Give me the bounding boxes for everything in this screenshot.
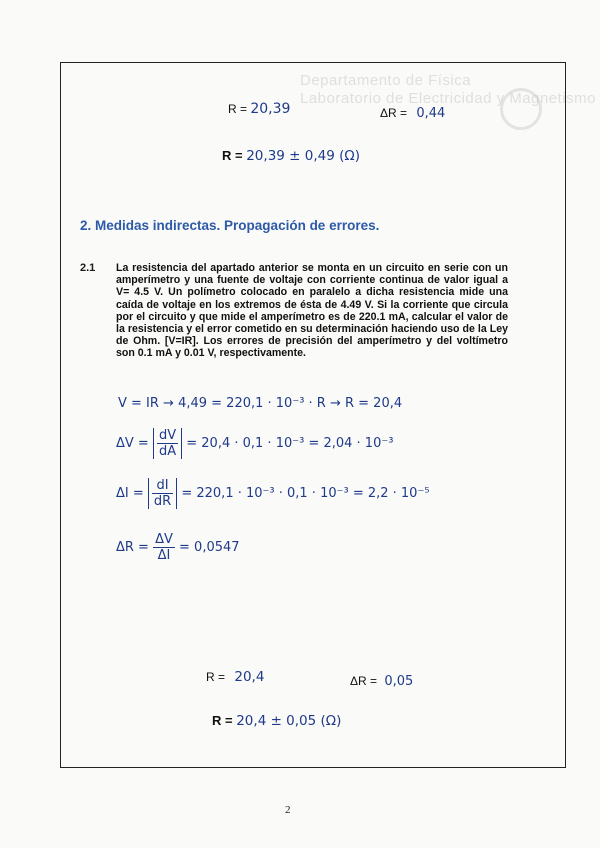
bleed-through-line-2: Laboratorio de Electricidad y Magnetismo bbox=[300, 90, 596, 107]
result1-dr-label: ΔR = bbox=[380, 106, 408, 120]
result2-final-value: 20,4 ± 0,05 (Ω) bbox=[236, 713, 342, 729]
page-frame bbox=[60, 62, 566, 768]
page-number: 2 bbox=[285, 804, 291, 816]
work-di-lhs: ΔI = bbox=[116, 486, 144, 501]
result1-dr-row bbox=[380, 106, 445, 121]
section-title: 2. Medidas indirectas. Propagación de errores. bbox=[80, 218, 380, 233]
work-dv-rhs: = 20,4 · 0,1 · 10⁻³ = 2,04 · 10⁻³ bbox=[186, 436, 394, 451]
work-di-line bbox=[116, 478, 430, 509]
work-dv-denominator: dA bbox=[158, 444, 177, 459]
result2-r-value: 20,4 bbox=[234, 669, 265, 685]
result1-final-label: R = bbox=[222, 148, 243, 163]
result1-dr-value: 0,44 bbox=[416, 106, 446, 121]
result1-final-row bbox=[222, 148, 360, 164]
result2-final-label: R = bbox=[212, 713, 233, 728]
work-dv-line bbox=[116, 428, 393, 459]
work-ohm-law-line: V = IR → 4,49 = 220,1 · 10⁻³ · R → R = 20,4 bbox=[118, 396, 403, 411]
work-dv-lhs: ΔV = bbox=[116, 436, 149, 451]
result2-final-row bbox=[212, 713, 341, 729]
result2-dr-value: 0,05 bbox=[384, 674, 414, 689]
problem-text: La resistencia del apartado anterior se monta en un circuito en serie con un amperímetro y una fuente de voltaje con corriente continua de valor igual a V= 4.5 V. Un polímetro colocado en paralelo a dicha resistencia mide una caída de voltaje en los extremos de ésta de 4.49 V. Si la corriente que circula por el circuito y que mide el amperímetro es de 220.1 mA, calcular el valor de la resistencia y el error cometido en su determinación haciendo uso de la Ley de Ohm. [V=IR]. Los errores de precisión del amperímetro y del voltímetro son 0.1 mA y 0.01 V, respectivamente. bbox=[116, 262, 508, 360]
result2-r-label: R = bbox=[206, 670, 226, 684]
result2-dr-row bbox=[350, 674, 413, 689]
work-dv-abs-bars bbox=[153, 428, 182, 459]
result2-r-row bbox=[206, 669, 264, 685]
work-di-abs-bars bbox=[148, 478, 177, 509]
result1-r-row bbox=[228, 101, 290, 117]
work-di-denominator: dR bbox=[153, 494, 172, 509]
result1-r-value: 20,39 bbox=[250, 101, 291, 117]
work-di-fraction bbox=[152, 478, 173, 509]
work-dv-fraction bbox=[157, 428, 178, 459]
work-dr-fraction bbox=[153, 532, 175, 563]
work-dr-rhs: = 0,0547 bbox=[179, 540, 240, 555]
work-dr-line bbox=[116, 532, 240, 563]
work-di-numerator: dI bbox=[152, 478, 173, 494]
work-dr-lhs: ΔR = bbox=[116, 540, 149, 555]
result1-r-label: R = bbox=[228, 102, 248, 116]
result2-dr-label: ΔR = bbox=[350, 674, 378, 688]
work-di-rhs: = 220,1 · 10⁻³ · 0,1 · 10⁻³ = 2,2 · 10⁻⁵ bbox=[181, 486, 430, 501]
result1-final-value: 20,39 ± 0,49 (Ω) bbox=[246, 148, 360, 164]
work-dv-numerator: dV bbox=[158, 428, 177, 443]
work-dr-denominator: ΔI bbox=[157, 548, 171, 563]
problem-number: 2.1 bbox=[80, 262, 96, 274]
work-dr-numerator: ΔV bbox=[155, 532, 173, 547]
bleed-through-line-1: Departamento de Física bbox=[300, 72, 472, 89]
